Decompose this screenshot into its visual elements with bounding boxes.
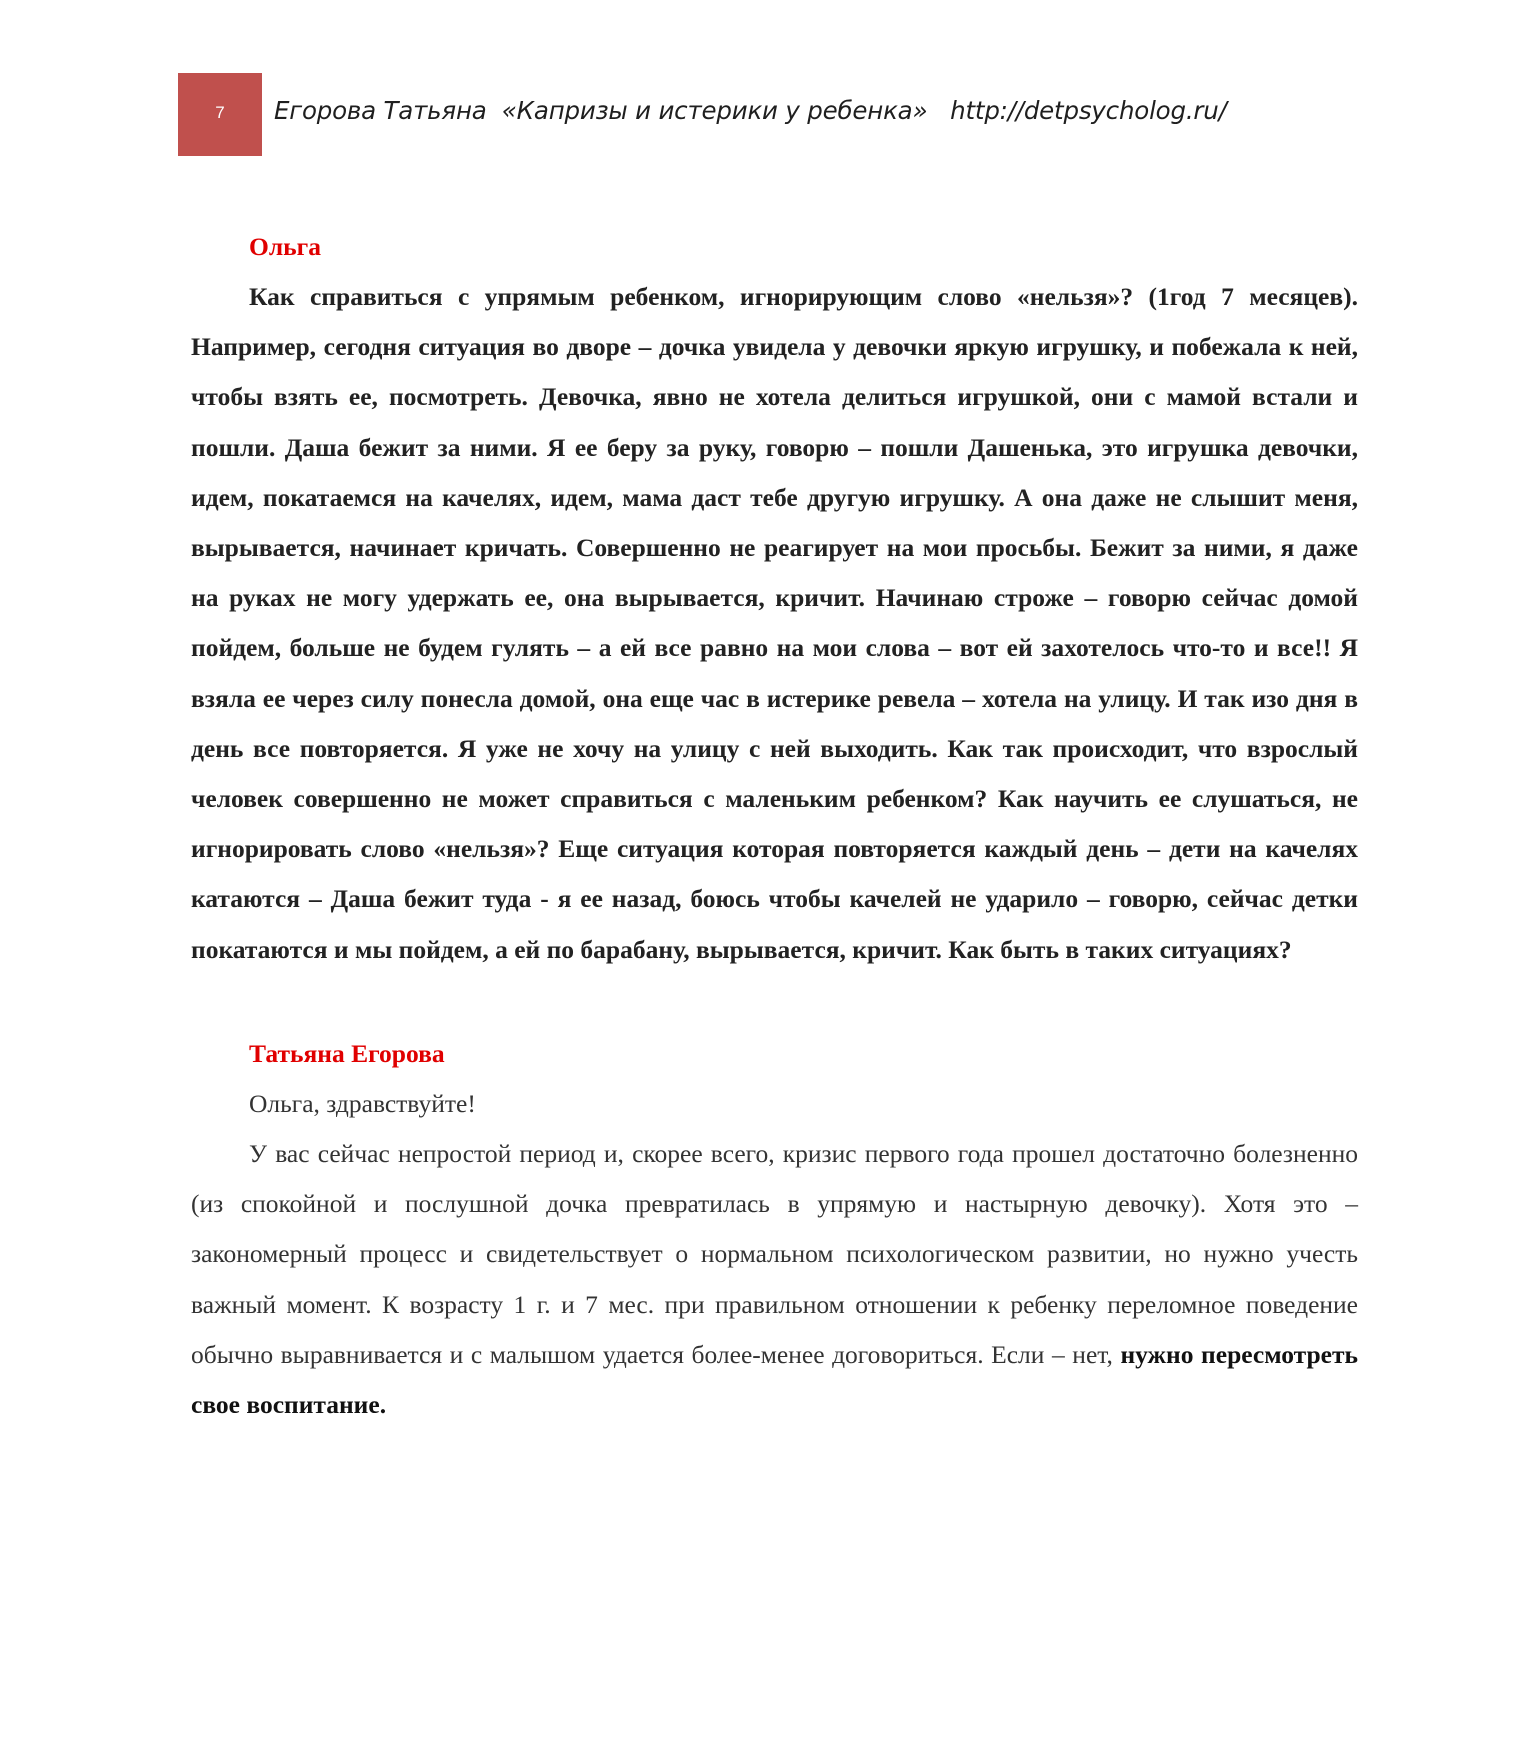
question-paragraph: Как справиться с упрямым ребенком, игнорирующим слово «нельзя»? (1год 7 месяцев). Например, сегодня ситуация во дворе – дочка увидела у девочки яркую игрушку, и побежала к ней, чтобы взять ее, посмотреть. Девочка, явно не хотела делиться игрушкой, они с мамой встали и пошли. Даша бежит за ними. Я ее беру за руку, говорю – пошли Дашенька, это игрушка девочки, идем, покатаемся на качелях, идем, мама даст тебе другую игрушку. А она даже не слышит меня, вырывается, начинает кричать. Совершенно не реагирует на мои просьбы. Бежит за ними, я даже на руках не могу удержать ее, она вырывается, кричит. Начинаю строже – говорю сейчас домой пойдем, больше не будем гулять – а ей все равно на мои слова – вот ей захотелось что-то и все!! Я взяла ее через силу понесла домой, она еще час в истерике ревела – хотела на улицу. И так изо дня в день все повторяется. Я уже не хочу на улицу с ней выходить. Как так происходит, что взрослый человек совершенно не может справиться с маленьким ребенком? Как научить ее слушаться, не игнорировать слово «нельзя»? Еще ситуация которая повторяется каждый день – дети на качелях катаются – Даша бежит туда - я ее назад, боюсь чтобы качелей не ударило – говорю, сейчас детки покатаются и мы пойдем, а ей по барабану, вырывается, кричит. Как быть в таких ситуациях? [191, 282, 1358, 964]
question-speaker-name: Ольга [249, 232, 321, 261]
running-header: Егорова Татьяна «Капризы и истерики у ребенка» http://detpsycholog.ru/ [274, 96, 1227, 125]
page-number-badge [178, 73, 262, 156]
answer-paragraph-emphasis: нужно пересмотреть свое воспитание. [191, 1339, 1358, 1420]
document-body [191, 222, 1358, 1430]
answer-greeting: Ольга, здравствуйте! [249, 1088, 476, 1118]
section-spacer [191, 975, 1358, 1029]
answer-paragraph-text: У вас сейчас непростой период и, скорее всего, кризис первого года прошел достаточно болезненно (из спокойной и послушной дочка превратилась в упрямую и настырную девочку). Хотя это – закономерный процесс и свидетельствует о нормальном психологическом развитии, но нужно учесть важный момент. К возрасту 1 г. и 7 мес. при правильном отношении к ребенку переломное поведение обычно выравнивается и с малышом удается более-менее договориться. Если – нет, [191, 1139, 1358, 1369]
answer-paragraph [191, 1129, 1358, 1430]
answer-speaker-name: Татьяна Егорова [249, 1038, 445, 1068]
page-number: 7 [215, 103, 225, 122]
